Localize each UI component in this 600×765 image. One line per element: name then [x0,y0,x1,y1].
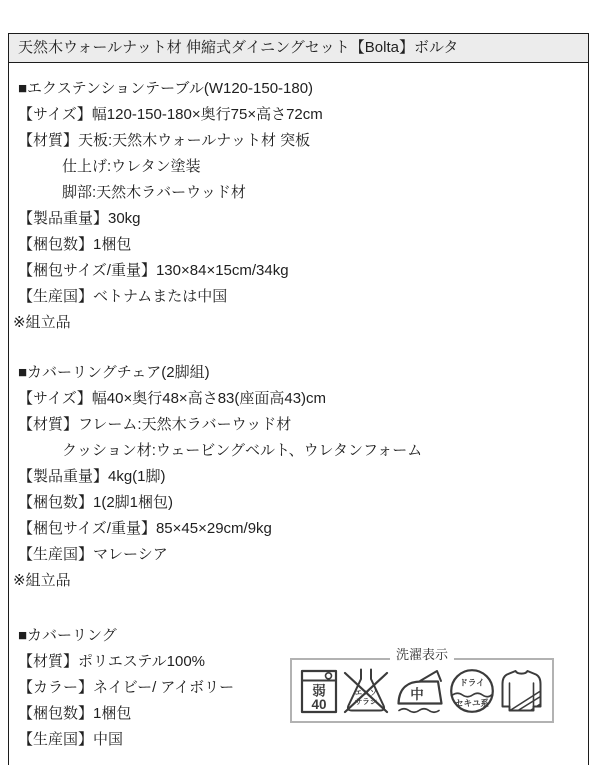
spec-line-country: 【生産国】ベトナムまたは中国 [18,288,228,305]
spec-line-color: 【カラー】ネイビー/ アイボリー [18,679,235,696]
bleach-label-bottom: サラシ [355,696,378,706]
product-title: 天然木ウォールナット材 伸縮式ダイニングセット【Bolta】ボルタ [18,39,459,56]
section-title: ■カバーリング [18,627,117,644]
spec-line-size: 【サイズ】幅120-150-180×奥行75×高さ72cm [18,106,323,123]
laundry-care-legend: 洗濯表示 [390,647,454,663]
spec-line-material: 【材質】ポリエステル100% [18,653,206,670]
spec-line-assembly-note: ※組立品 [13,314,71,331]
spec-line-finish: 仕上げ:ウレタン塗装 [62,158,201,175]
iron-temp-label: 中 [409,686,424,702]
spec-line-cushion: クッション材:ウェービングベルト、ウレタンフォーム [62,442,423,459]
spec-line-country: 【生産国】中国 [18,731,124,748]
section-extension-table [13,76,580,336]
dry-clean-label-top: ドライ [459,677,485,687]
spec-line-country: 【生産国】マレーシア [18,546,168,563]
spec-line-material: 【材質】天板:天然木ウォールナット材 突板 [18,132,311,149]
wash-temp-label: 40 [311,696,327,712]
spec-line-package-size: 【梱包サイズ/重量】130×84×15cm/34kg [18,262,289,279]
spec-line-package-size: 【梱包サイズ/重量】85×45×29cm/9kg [18,520,272,537]
spec-line-material: 【材質】フレーム:天然木ラバーウッド材 [18,416,292,433]
spec-line-legs: 脚部:天然木ラバーウッド材 [62,184,246,201]
dry-clean-petroleum-icon [449,668,495,714]
spec-line-weight: 【製品重量】30kg [18,210,141,227]
spec-line-package-count: 【梱包数】1梱包 [18,236,132,253]
section-title: ■カバーリングチェア(2脚組) [18,364,210,381]
machine-wash-weak-40-icon [300,668,338,714]
laundry-care-panel [290,647,554,723]
bleach-label-top: エンソ [355,687,378,697]
iron-medium-icon [395,668,445,714]
no-chlorine-bleach-icon [342,668,390,714]
spec-line-package-count: 【梱包数】1(2脚1梱包) [18,494,174,511]
spec-body [9,63,588,753]
shade-dry-garment-icon [499,668,544,714]
wash-strength-label: 弱 [312,683,326,698]
spec-line-size: 【サイズ】幅40×奥行48×高さ83(座面高43)cm [18,390,327,407]
spec-line-assembly-note: ※組立品 [13,572,71,589]
section-covering-chair [13,360,580,594]
section-title: ■エクステンションテーブル(W120-150-180) [18,80,314,97]
spec-line-package-count: 【梱包数】1梱包 [18,705,132,722]
spec-sheet-frame [8,33,589,765]
product-title-bar [9,34,588,63]
spec-line-weight: 【製品重量】4kg(1脚) [18,468,166,485]
dry-clean-label-bottom: セキユ系 [454,697,489,708]
